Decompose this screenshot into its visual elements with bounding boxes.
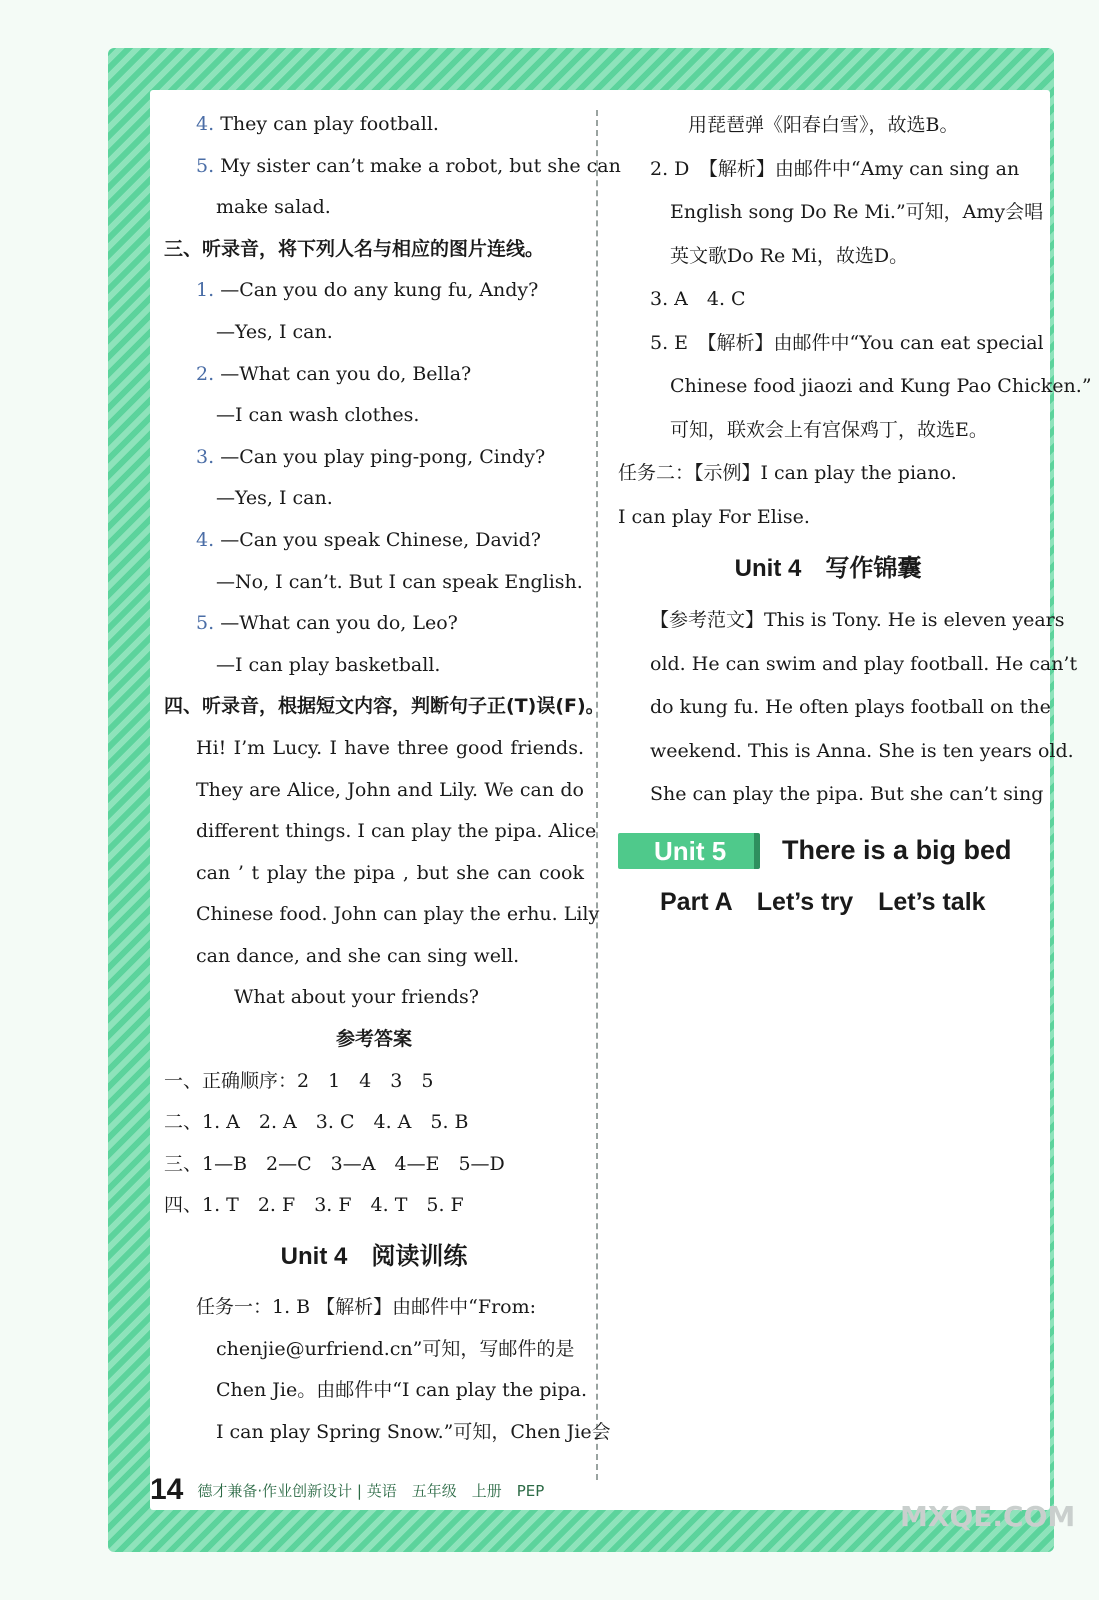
item-number: 3.: [196, 445, 215, 468]
right-line: 3. A 4. C: [650, 288, 746, 310]
page-number: 14: [150, 1473, 184, 1506]
page-footer: [150, 1470, 544, 1510]
right-line: 可知，联欢会上有宫保鸡丁，故选E。: [670, 418, 988, 441]
item-number: 4.: [196, 528, 215, 551]
left-line: [164, 437, 584, 479]
passage-line: can dance, and she can sing well.: [196, 944, 520, 967]
watermark: MXQE.COM: [900, 1500, 1076, 1533]
right-line: Chinese food jiaozi and Kung Pao Chicken.”: [670, 375, 1092, 397]
item-number: 5.: [196, 154, 215, 177]
left-line: [164, 270, 584, 312]
line-text: —Yes, I can.: [216, 487, 333, 510]
left-line: [164, 395, 584, 437]
line-text: —No, I can’t. But I can speak English.: [216, 570, 583, 593]
left-line: [164, 520, 584, 562]
line-text: —What can you do, Leo?: [220, 612, 458, 635]
line-text: —Can you do any kung fu, Andy?: [220, 279, 539, 302]
line-text: They can play football.: [220, 113, 439, 135]
left-line: [164, 104, 584, 146]
item-number: 1.: [196, 279, 215, 302]
passage-line: different things. I can play the pipa. Alice: [196, 820, 597, 843]
line-text: 四、听录音，根据短文内容，判断句子正(T)误(F)。: [164, 695, 605, 718]
line-text: —I can wash clothes.: [216, 404, 420, 427]
unit-banner: [618, 831, 1038, 871]
left-line: [164, 312, 584, 354]
answer-line: 四、1. T 2. F 3. F 4. T 5. F: [164, 1194, 464, 1217]
line-text: My sister can’t make a robot, but she can: [220, 154, 621, 177]
left-line: [164, 146, 621, 188]
task-line: 任务一：1. B 【解析】由邮件中“From:: [196, 1296, 537, 1319]
essay-line: weekend. This is Anna. She is ten years old.: [650, 739, 1074, 762]
right-line: 任务二：【示例】I can play the piano.: [618, 462, 957, 484]
answers-title: 参考答案: [335, 1028, 412, 1051]
left-line: [164, 686, 605, 728]
unit-title-reading: Unit 4 阅读训练: [280, 1243, 468, 1271]
item-number: 2.: [196, 362, 215, 385]
line-text: —Yes, I can.: [216, 320, 333, 343]
essay-line: old. He can swim and play football. He can’t: [650, 652, 1078, 675]
task-line: I can play Spring Snow.”可知，Chen Jie会: [216, 1420, 611, 1443]
left-line: [164, 478, 584, 520]
right-line: English song Do Re Mi.”可知，Amy会唱: [670, 201, 1044, 223]
unit-badge: Unit 5: [618, 833, 760, 869]
column-divider: [596, 110, 598, 1480]
answer-line: 二、1. A 2. A 3. C 4. A 5. B: [164, 1111, 469, 1134]
right-line: 英文歌Do Re Mi，故选D。: [670, 244, 909, 267]
line-text: —What can you do, Bella?: [220, 362, 472, 385]
left-line: [164, 187, 584, 229]
line-text: make salad.: [216, 196, 331, 219]
left-line: [164, 562, 584, 604]
task-line: chenjie@urfriend.cn”可知，写邮件的是: [216, 1337, 575, 1360]
left-line: [164, 645, 584, 687]
answer-line: 三、1—B 2—C 3—A 4—E 5—D: [164, 1152, 505, 1175]
passage-close: What about your friends?: [234, 986, 479, 1009]
right-column: [618, 104, 1092, 933]
line-text: —I can play basketball.: [216, 653, 441, 676]
item-number: 5.: [196, 612, 215, 635]
essay-line: 【参考范文】This is Tony. He is eleven years: [650, 609, 1065, 631]
unit-banner-title: There is a big bed: [782, 835, 1012, 865]
left-line: [164, 603, 584, 645]
passage-line: can ’ t play the pipa , but she can cook: [196, 861, 584, 884]
line-text: —Can you play ping-pong, Cindy?: [220, 445, 546, 468]
answer-line: 一、正确顺序：2 1 4 3 5: [164, 1069, 434, 1092]
essay-line: do kung fu. He often plays football on the: [650, 696, 1051, 718]
line-text: 三、听录音，将下列人名与相应的图片连线。: [164, 237, 545, 260]
passage-line: Chinese food. John can play the erhu. Lily: [196, 903, 600, 926]
left-column: [164, 104, 621, 1453]
right-line: I can play For Elise.: [618, 505, 810, 528]
task-line: Chen Jie。由邮件中“I can play the pipa.: [216, 1379, 588, 1402]
unit-title-writing: Unit 4 写作锦囊: [734, 555, 922, 582]
passage-line: Hi! I’m Lucy. I have three good friends.: [196, 736, 584, 759]
line-text: —Can you speak Chinese, David?: [220, 528, 541, 551]
item-number: 4.: [196, 113, 215, 135]
right-line: 用琵琶弹《阳春白雪》，故选B。: [688, 114, 959, 136]
essay-line: She can play the pipa. But she can’t sing: [650, 783, 1044, 805]
left-line: [164, 229, 584, 271]
right-line: 5. E 【解析】由邮件中“You can eat special: [650, 331, 1044, 354]
left-line: [164, 354, 584, 396]
passage-line: They are Alice, John and Lily. We can do: [196, 778, 584, 801]
part-title: Part A Let’s try Let’s talk: [660, 887, 986, 916]
book-title: 德才兼备·作业创新设计 | 英语 五年级 上册 PEP: [197, 1481, 545, 1500]
right-line: 2. D 【解析】由邮件中“Amy can sing an: [650, 157, 1020, 180]
